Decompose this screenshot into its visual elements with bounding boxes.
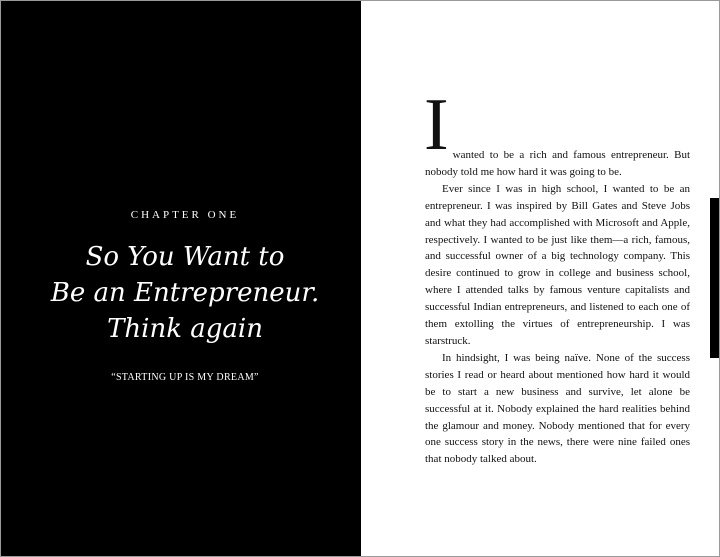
body-paragraph	[424, 84, 690, 181]
chapter-title-line: Be an Entrepreneur.	[50, 278, 320, 308]
body-paragraph: Ever since I was in high school, I wanted to be an entrepreneur. I was inspired by Bill Gates and Steve Jobs and what they had accomplished with Microsoft and Apple, respectively. I wanted to be just like them—a rich, famous, and successful owner of a big technology company. This desire continued to grow in college and business school, where I attended talks by famous venture capitalists and successful Indian entrepreneurs, and listened to each one of them extolling the virtues of entrepreneurship. I was starstruck.	[425, 182, 690, 347]
chapter-epigraph: “STARTING UP IS MY DREAM”	[111, 372, 259, 383]
body-text	[424, 84, 690, 468]
drop-cap: I	[424, 84, 449, 166]
body-paragraph-text: wanted to be a rich and famous entrepreneur. But nobody told me how hard it was going to be.	[425, 149, 690, 178]
chapter-title-line: So You Want to	[85, 242, 285, 272]
chapter-thumb-tab	[710, 198, 720, 358]
chapter-opener-page	[1, 1, 361, 556]
chapter-label: CHAPTER ONE	[130, 209, 240, 221]
chapter-title-line: Think again	[107, 314, 263, 344]
chapter-title	[1, 239, 369, 347]
body-text-page	[424, 84, 690, 468]
body-paragraph: In hindsight, I was being naïve. None of the success stories I read or heard about mentioned how hard it would be to start a new business and survive, let alone be successful at it. Nobody explained the hard realities behind the glamour and money. Nobody mentioned that for every one success story in the news, there were nine failed ones that nobody talked about.	[425, 351, 690, 466]
